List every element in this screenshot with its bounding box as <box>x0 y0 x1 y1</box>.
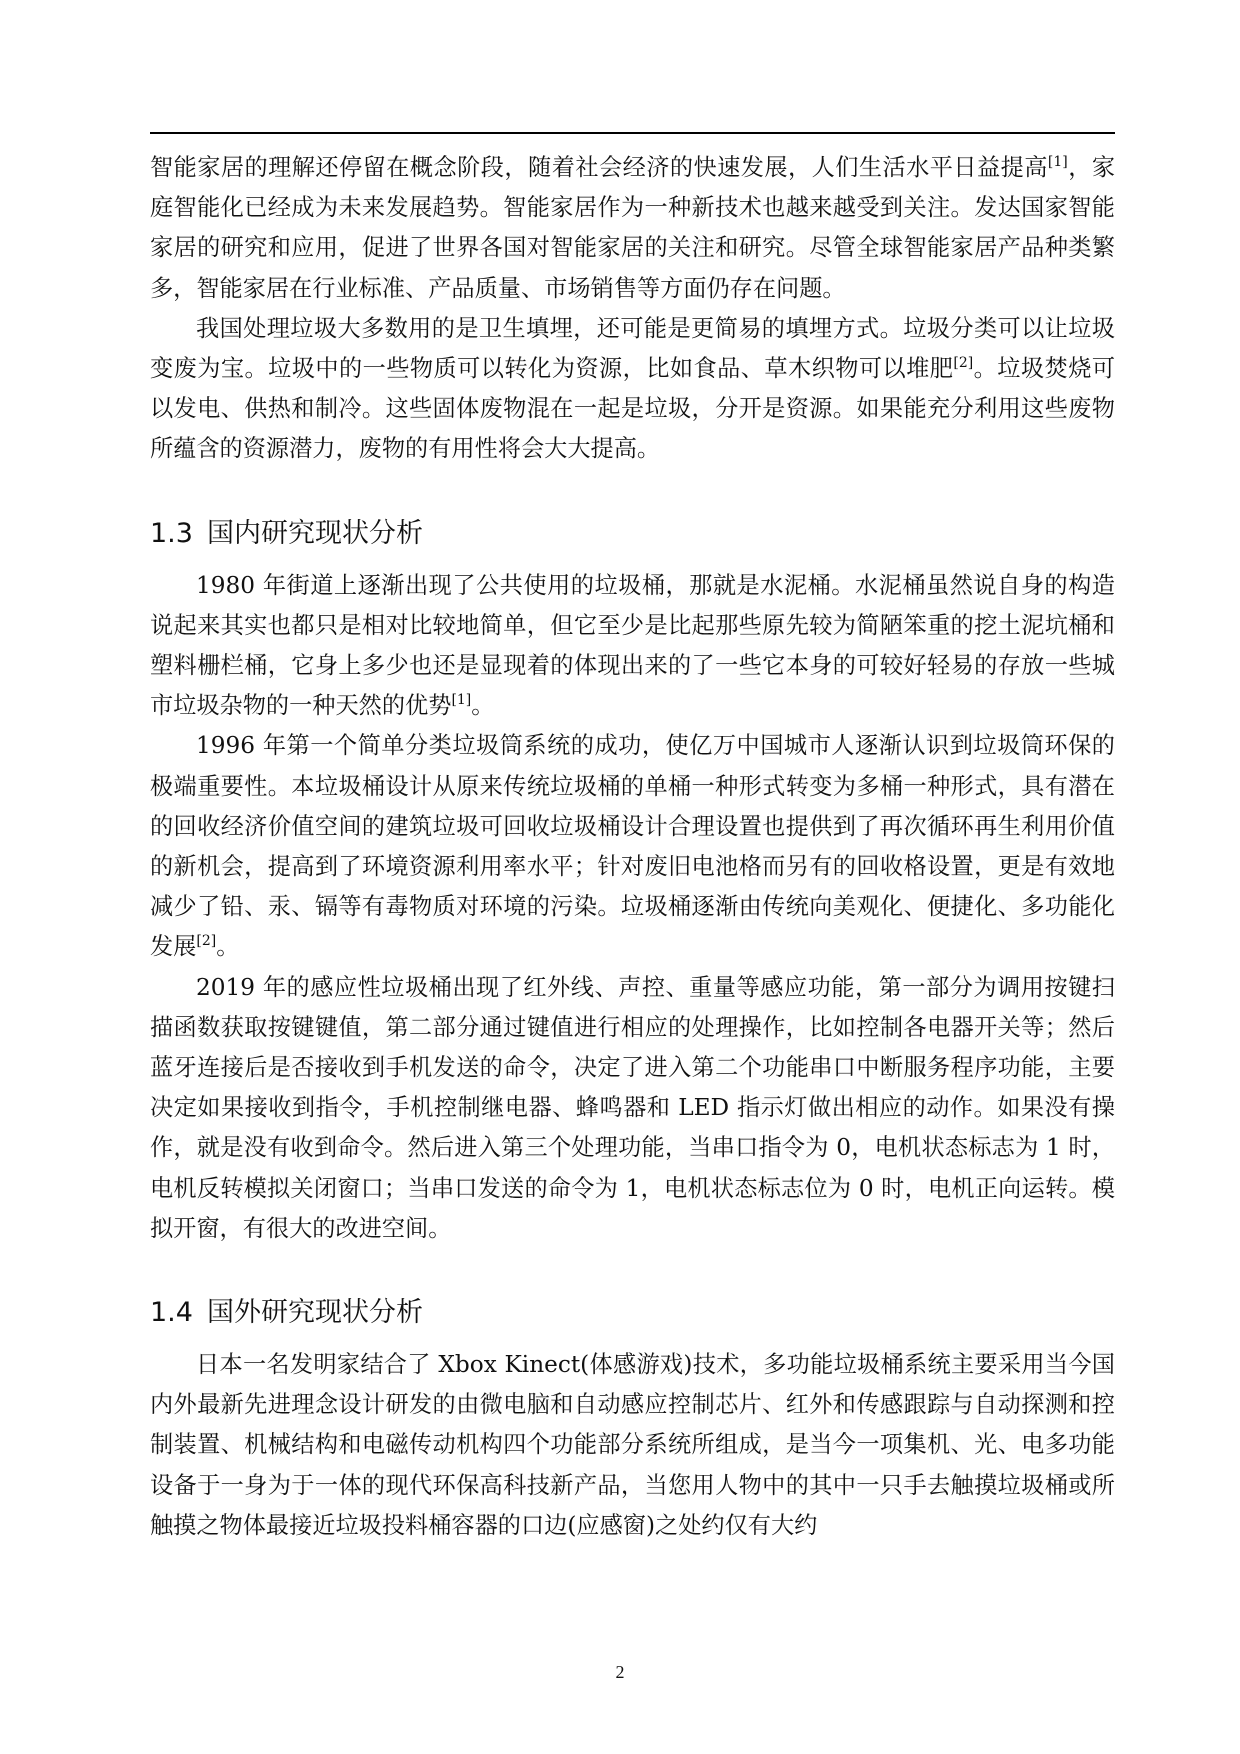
section-title: 国外研究现状分析 <box>206 1297 423 1329</box>
paragraph <box>150 566 1115 727</box>
body-content <box>150 148 1115 1546</box>
paragraph-text: 。 <box>471 692 495 720</box>
section-heading-1-4 <box>150 1289 1115 1345</box>
header-rule <box>150 132 1115 134</box>
paragraph-text: 智能家居的理解还停留在概念阶段，随着社会经济的快速发展，人们生活水平日益提高 <box>150 154 1048 181</box>
paragraph-text: 。垃圾焚烧可以发电、供热和制冷。这些固体废物混在一起是垃圾，分开是资源。如果能充分利用这些废物所蕴含的资源潜力，废物的有用性将会大大提高。 <box>150 355 1116 463</box>
paragraph-text: 。 <box>216 933 240 961</box>
section-number: 1.4 <box>150 1297 193 1329</box>
paragraph <box>150 968 1115 1249</box>
section-title: 国内研究现状分析 <box>206 517 423 549</box>
paragraph <box>150 309 1115 470</box>
section-heading-1-3 <box>150 510 1115 566</box>
paragraph <box>150 148 1115 309</box>
citation-ref: [2] <box>953 355 974 372</box>
paragraph-text: 1996 年第一个简单分类垃圾筒系统的成功，使亿万中国城市人逐渐认识到垃圾筒环保的极端重要性。本垃圾桶设计从原来传统垃圾桶的单桶一种形式转变为多桶一种形式，具有潜在的回收经济价值空间的建筑垃圾可回收垃圾桶设计合理设置也提供到了再次循环再生利用价值的新机会，提高到了环境资源利用率水平；针对废旧电池格而另有的回收格设置，更是有效地减少了铅、汞、镉等有毒物质对环境的污染。垃圾桶逐渐由传统向美观化、便捷化、多功能化发展 <box>150 732 1115 961</box>
citation-ref: [2] <box>196 933 217 950</box>
citation-ref: [1] <box>451 692 472 709</box>
paragraph-text: 我国处理垃圾大多数用的是卫生填埋，还可能是更简易的填埋方式。垃圾分类可以让垃圾变废为宝。垃圾中的一些物质可以转化为资源，比如食品、草木织物可以堆肥 <box>150 314 1115 383</box>
paragraph <box>150 726 1115 967</box>
page-number: 2 <box>615 1662 625 1682</box>
citation-ref: [1] <box>1047 154 1068 170</box>
paragraph-text: 日本一名发明家结合了 Xbox Kinect(体感游戏)技术，多功能垃圾桶系统主要采用当今国内外最新先进理念设计研发的由微电脑和自动感应控制芯片、红外和传感跟踪与自动探测和控制装置、机械结构和电磁传动机构四个功能部分系统所组成，是当今一项集机、光、电多功能设备于一身为于一体的现代环保高科技新产品，当您用人物中的其中一只手去触摸垃圾桶或所触摸之物体最接近垃圾投料桶容器的口边(应感窗)之处约仅有大约 <box>150 1351 1115 1539</box>
paragraph <box>150 1345 1115 1546</box>
paragraph-text: 2019 年的感应性垃圾桶出现了红外线、声控、重量等感应功能，第一部分为调用按键扫描函数获取按键键值，第二部分通过键值进行相应的处理操作，比如控制各电器开关等；然后蓝牙连接后是否接收到手机发送的命令，决定了进入第二个功能串口中断服务程序功能，主要决定如果接收到指令，手机控制继电器、蜂鸣器和 LED 指示灯做出相应的动作。如果没有操作，就是没有收到命令。然后进入第三个处理功能，当串口指令为 0，电机状态标志为 1 时，电机反转模拟关闭窗口；当串口发送的命令为 1，电机状态标志位为 0 时，电机正向运转。模拟开窗，有很大的改进空间。 <box>150 973 1115 1242</box>
paragraph-text: ，家庭智能化已经成为未来发展趋势。智能家居作为一种新技术也越来越受到关注。发达国家智能家居的研究和应用，促进了世界各国对智能家居的关注和研究。尽管全球智能家居产品种类繁多，智能家居在行业标准、产品质量、市场销售等方面仍存在问题。 <box>150 154 1116 302</box>
section-number: 1.3 <box>150 517 193 549</box>
paragraph-text: 1980 年街道上逐渐出现了公共使用的垃圾桶，那就是水泥桶。水泥桶虽然说自身的构造说起来其实也都只是相对比较地简单，但它至少是比起那些原先较为简陋笨重的挖土泥坑桶和塑料栅栏桶，它身上多少也还是显现着的体现出来的了一些它本身的可较好轻易的存放一些城市垃圾杂物的一种天然的优势 <box>150 571 1115 720</box>
